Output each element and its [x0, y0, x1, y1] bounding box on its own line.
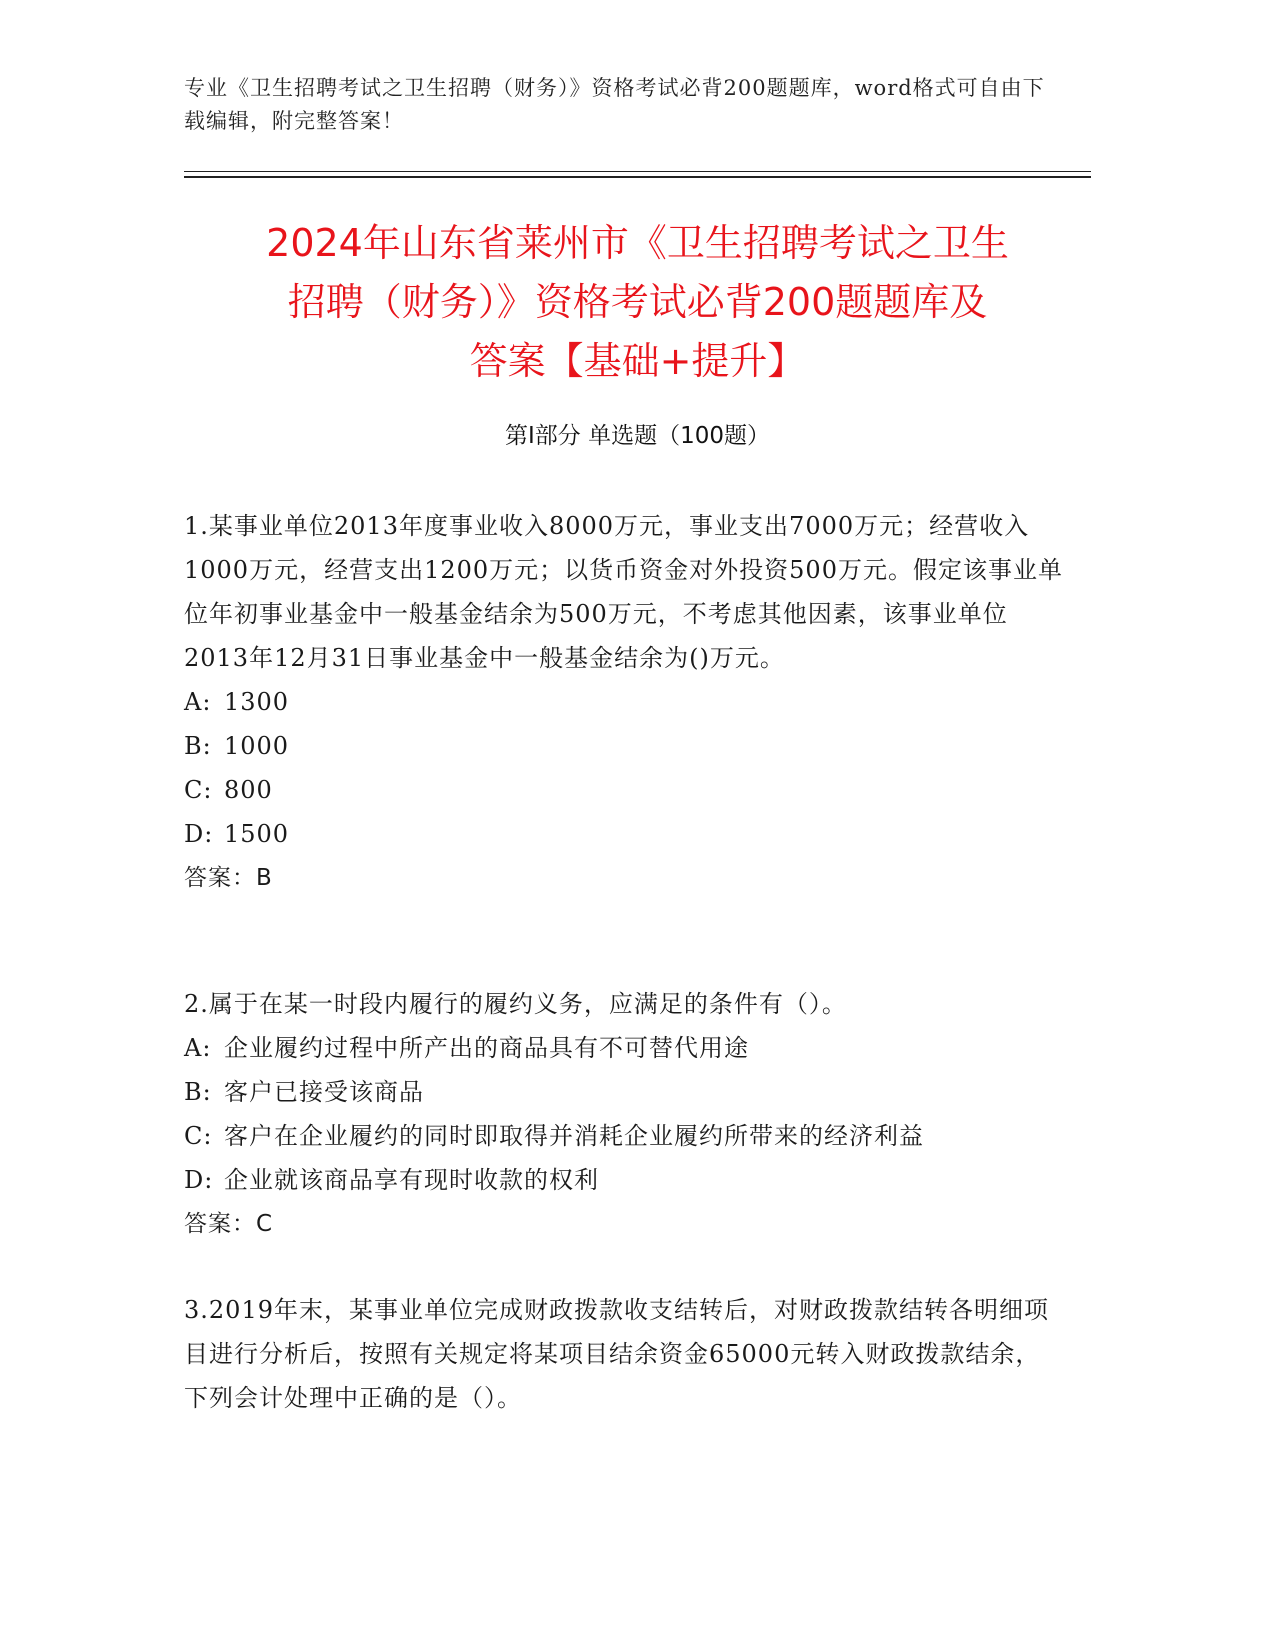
header-divider-thin [184, 171, 1091, 172]
document-title-line-1: 2024年山东省莱州市《卫生招聘考试之卫生 [266, 221, 1009, 265]
option-a [184, 1026, 1064, 1070]
option-key: C: [184, 1122, 213, 1150]
option-text: 企业就该商品享有现时收款的权利 [224, 1166, 599, 1194]
option-d [184, 812, 1064, 856]
option-text: 800 [224, 776, 273, 804]
document-title [170, 214, 1105, 391]
question-1 [184, 504, 1064, 900]
option-c [184, 1114, 1064, 1158]
section-title: 第Ⅰ部分 单选题（100题） [505, 423, 770, 449]
answer-label: 答案：C [184, 1211, 274, 1237]
question-3 [184, 1288, 1064, 1420]
document-title-line-3: 答案【基础+提升】 [469, 339, 806, 383]
question-2 [184, 982, 1064, 1246]
header-note: 专业《卫生招聘考试之卫生招聘（财务）》资格考试必背200题题库，word格式可自由下载编辑，附完整答案！ [184, 76, 1045, 133]
option-text: 客户在企业履约的同时即取得并消耗企业履约所带来的经济利益 [224, 1122, 924, 1150]
option-key: D: [184, 1166, 214, 1194]
option-text: 企业履约过程中所产出的商品具有不可替代用途 [224, 1034, 749, 1062]
option-b [184, 724, 1064, 768]
option-key: D: [184, 820, 214, 848]
option-key: A: [184, 688, 212, 716]
header-divider-thick [184, 176, 1091, 178]
option-key: B: [184, 1078, 212, 1106]
option-c [184, 768, 1064, 812]
option-key: A: [184, 1034, 212, 1062]
question-stem: 1.某事业单位2013年度事业收入8000万元，事业支出7000万元；经营收入1000万元，经营支出1200万元；以货币资金对外投资500万元。假定该事业单位年初事业基金中一般基金结余为500万元，不考虑其他因素，该事业单位2013年12月31日事业基金中一般基金结余为()万元。 [184, 512, 1063, 672]
option-key: B: [184, 732, 212, 760]
option-text: 1300 [224, 688, 290, 716]
option-b [184, 1070, 1064, 1114]
answer-label: 答案：B [184, 865, 273, 891]
question-stem: 3.2019年末，某事业单位完成财政拨款收支结转后，对财政拨款结转各明细项目进行分析后，按照有关规定将某项目结余资金65000元转入财政拨款结余，下列会计处理中正确的是（）。 [184, 1296, 1049, 1412]
option-key: C: [184, 776, 213, 804]
option-text: 1500 [224, 820, 290, 848]
document-title-line-2: 招聘（财务）》资格考试必背200题题库及 [287, 280, 988, 324]
option-text: 1000 [224, 732, 290, 760]
question-stem: 2.属于在某一时段内履行的履约义务，应满足的条件有（）。 [184, 990, 847, 1018]
option-a [184, 680, 1064, 724]
option-text: 客户已接受该商品 [224, 1078, 424, 1106]
option-d [184, 1158, 1064, 1202]
